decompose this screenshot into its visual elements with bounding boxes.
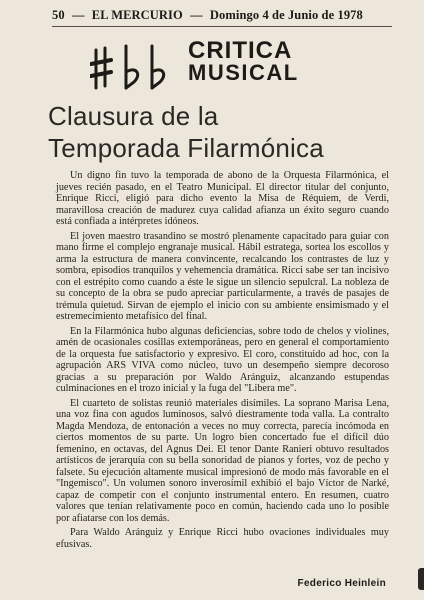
publication-date: Domingo 4 de Junio de 1978 <box>209 8 363 22</box>
masthead-rule <box>52 26 392 27</box>
author-signature: Federico Heinlein <box>297 578 386 589</box>
masthead-dash: — <box>71 8 85 22</box>
article-paragraph: En la Filarmónica hubo algunas deficiencias, sobre todo de chelos y violines, amén de ocasionales cosillas extemporáneas, pero en general el comportamiento de la orquesta fue satisfactorio y expresivo. El coro, constituido ad hoc, con la agrupación ARS VIVA como núcleo, tuvo un desempeño siempre decoroso gracias a su preparación por Waldo Aránguiz, alcanzando estupendas culminaciones en el trozo inicial y la fuga del "Libera me". <box>56 325 389 394</box>
edge-mark <box>418 568 424 590</box>
headline-line1: Clausura de la <box>48 101 219 131</box>
article-headline <box>48 100 398 164</box>
article-paragraph: El cuarteto de solistas reunió materiales disímiles. La soprano Marisa Lena, una voz fina con agudos luminosos, salvó diestramente toda valla. La contralto Magda Mendoza, de entonación a veces no muy correcta, parecía incómoda en ciertos momentos de su parte. Un logro bien concertado fue el difícil dúo femenino, en octavas, del Agnus Dei. El tenor Dante Ranieri obtuvo resultados artísticos de jerarquía con su bella sonoridad de pianos y fortes, voz de pecho y falsete. Su ejecución altamente musical impresionó de modo más favorable en el "Ingemisco". Un volumen sonoro inverosímil exhibió el bajo Víctor de Narké, capaz de competir con el conjunto instrumental entero. En resumen, cuatro valores que tenían relativamente poco en común, haciendo cada uno lo posible por afiatarse con los demás. <box>56 397 389 524</box>
section-title <box>188 37 388 85</box>
page-number: 50 <box>52 8 65 22</box>
newspaper-name: EL MERCURIO <box>91 8 183 22</box>
section-title-line2: MUSICAL <box>188 60 299 85</box>
music-symbols-icon <box>90 44 180 92</box>
section-title-line1: CRITICA <box>188 37 293 64</box>
article-body <box>56 170 389 553</box>
masthead-dash: — <box>190 8 203 22</box>
article-paragraph: Un digno fin tuvo la temporada de abono de la Orquesta Filarmónica, el jueves recién pasado, en el Teatro Municipal. El director titular del conjunto, Enrique Ricci, eligió para dicho evento la Misa de Réquiem, de Verdi, maravillosa creación de madurez cuya calidad afianza un éxito seguro cuando está confiada a intérpretes idóneos. <box>56 170 389 227</box>
masthead <box>52 8 392 23</box>
article-paragraph: El joven maestro trasandino se mostró plenamente capacitado para guiar con mano firme el complejo engranaje musical. Hábil estratega, sortea los escollos y arma la estructura de manera convincente, recalcando los contrastes de luz y sombra, episodios tranquilos y vehemencia dramática. Ricci sabe ser tan incisivo con el estrépito como cuando a éste le sigue un silencio sepulcral. La nobleza de su concepto de la obra se pudo apreciar particularmente, a través de pasajes de trémula quietud. Sirvan de ejemplo el inicio con su ambiente ensimismado y el estremecimiento metafísico del final. <box>56 230 389 322</box>
article-paragraph: Para Waldo Aránguiz y Enrique Ricci hubo ovaciones individuales muy efusivas. <box>56 527 389 550</box>
headline-line2: Temporada Filarmónica <box>48 133 324 163</box>
